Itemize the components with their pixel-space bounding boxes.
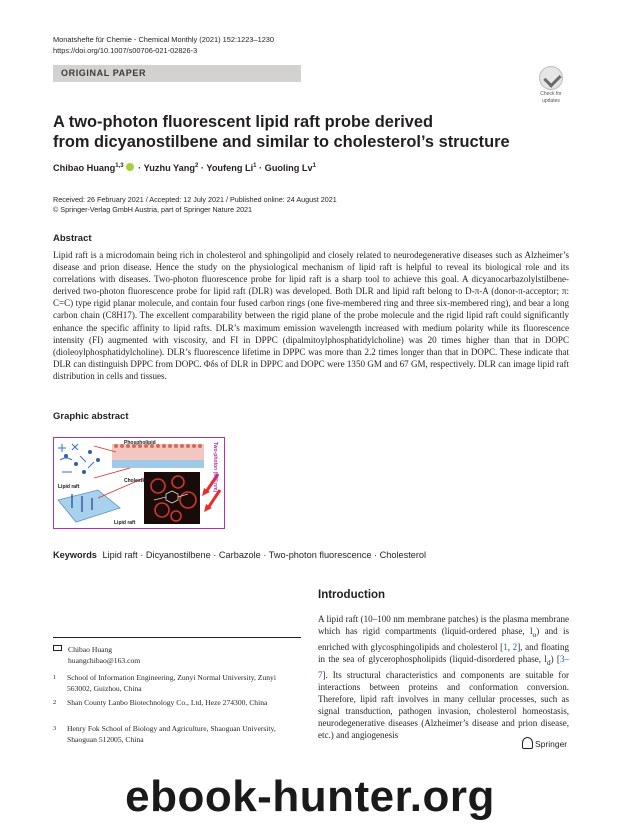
affiliation	[53, 724, 301, 745]
graphic-abstract-heading: Graphic abstract	[53, 411, 129, 422]
affiliation	[53, 698, 301, 710]
affiliation-number: 2	[53, 699, 57, 706]
intro-text: A lipid raft (10–100 nm membrane patches) is the plasma membrane which has rigid compartments (liquid-ordered phase, l	[318, 614, 569, 637]
graphic-abstract-figure	[54, 438, 223, 527]
author-separator: ·	[198, 163, 207, 174]
check-icon	[539, 66, 563, 90]
keywords-list: Lipid raft · Dicyanostilbene · Carbazole · Two-photon fluorescence · Cholesterol	[102, 550, 427, 560]
citation-link[interactable]: 2	[512, 641, 518, 652]
affiliation-text: Henry Fok School of Biology and Agriculture, Shaoguan University, Shaoguan 512005, China	[67, 724, 276, 744]
author-name[interactable]: Yuzhu Yang	[143, 163, 196, 174]
orcid-icon[interactable]	[126, 163, 134, 171]
watermark: ebook-hunter.org	[125, 772, 495, 821]
affiliation-number: 3	[53, 725, 57, 732]
journal-citation: Monatshefte für Chemie - Chemical Monthly (2021) 152:1223–1230	[53, 35, 275, 44]
intro-subscript: d	[546, 657, 551, 667]
intro-text: ) [	[550, 654, 560, 665]
corresponding-author: Chibao Huang	[68, 645, 113, 654]
introduction-body: A lipid raft (10–100 nm membrane patches) is the plasma membrane which has rigid compartments (liquid-ordered phase, $l_o$) and is enriched with glycosphingolipids and cholesterol [1, 2], and floating in the sea of glycerophospholipids (liquid-disordered phase, $l_d$) [3–7]. Its structural characteristics and components are suitable for interactions between proteins and conformation conversion. Therefore, lipid raft involves in many cellular processes, such as signal transduction, pathogen invasion, cholesterol homeostasis, neurodegenerative diseases (Alzheimer’s disease and prion disease, etc.) and angiogenesis	[318, 614, 569, 741]
footnote-divider	[53, 637, 301, 638]
author-affiliation-mark: 1	[312, 163, 316, 169]
abstract-body: Lipid raft is a microdomain being rich in cholesterol and sphingolipid and closely related to neurodegenerative diseases such as Alzheimer’s disease and prion disease. Hence the study on the physiological mechanism of lipid raft is helpful to reveal its biological role and its correlations with diseases. Two-photon fluorescence probe for lipid raft is a sharp tool to achieve this goal. A dicyanocarbazolylstilbene-derived two-photon fluorescence probe for lipid raft (DLR) was developed. Both DLR and lipid raft belong to D-π-A (donor-π-acceptor; π: C=C) type rigid planar molecule, and contain four fused carbon rings (one five-membered ring and three six-membered ring), and bear a long carbon chain (C8H17). The excellent comparability between the rigid plane of the probe molecule and the rigid lipid raft could significantly enhance the specific affinity to lipid rafts. DLR’s maximum emission wavelength increased with medium polarity while its fluorescence intensity (FI) augmented with viscosity, and FI in DPPC (dipalmitoylphosphatidylcholine) was 20 times higher than that in DOPC (dioleoylphosphatidylcholine). DLR’s fluorescence lifetime in DPPC was more than 2.2 times longer than that in DOPC. These indicate that DLR can distinguish DPPC from DOPC. Φδs of DLR in DPPC and DOPC were 1350 GM and 67 GM, respectively. DLR can image lipid raft distribution in cells and tissues.	[53, 250, 569, 381]
author-name[interactable]: Youfeng Li	[206, 163, 254, 174]
keywords-label: Keywords	[53, 550, 97, 560]
correspondence-block	[53, 645, 140, 666]
publication-dates	[53, 195, 337, 215]
doi-link[interactable]: https://doi.org/10.1007/s00706-021-02826-3	[53, 46, 198, 55]
article-type-banner	[53, 65, 301, 82]
phospholipid-label: Phospholipid	[124, 440, 156, 446]
abstract-heading: Abstract	[53, 233, 92, 244]
lipid-raft-label-bottom: Lipid raft	[114, 520, 136, 526]
keywords-line	[53, 550, 426, 560]
affiliation-text: School of Information Engineering, Zunyi Normal University, Zunyi 563002, Guizhou, China	[67, 673, 276, 693]
cholesterol-label: Cholesterol	[124, 478, 152, 484]
affiliation-text: Shan County Lanbo Biotechnology Co., Ltd, Heze 274300, China	[67, 698, 268, 707]
author-name[interactable]: Chibao Huang	[53, 163, 116, 174]
author-separator: ·	[135, 163, 144, 174]
citation-link[interactable]: 1	[503, 641, 508, 652]
envelope-icon	[53, 645, 62, 651]
intro-text: ], and floating in the sea of glycerophospholipids (liquid-disordered phase, l	[318, 641, 569, 665]
citation-link[interactable]: 3–7	[318, 654, 569, 680]
two-photon-side-label: Two-photon (880 nm)	[212, 442, 218, 493]
check-for-updates-badge[interactable]	[534, 66, 568, 104]
check-updates-line1: Check for	[540, 91, 562, 97]
corresponding-email[interactable]: huangchibao@163.com	[68, 655, 141, 665]
publisher-logo	[522, 737, 567, 749]
graphic-abstract-image	[53, 437, 225, 529]
check-updates-line2: updates	[542, 98, 560, 104]
introduction-heading: Introduction	[318, 589, 386, 601]
article-title	[53, 112, 533, 152]
author-affiliation-mark: 2	[195, 163, 199, 169]
springer-horse-icon	[522, 737, 533, 749]
author-list	[53, 163, 316, 173]
copyright-line: © Springer-Verlag GmbH Austria, part of Springer Nature 2021	[53, 205, 253, 214]
intro-text: ) and is enriched with glycosphingolipids and cholesterol [	[318, 626, 569, 652]
affiliation	[53, 673, 301, 694]
publisher-name: Springer	[535, 739, 568, 749]
affiliation-number: 1	[53, 674, 57, 681]
title-line-1: A two-photon fluorescent lipid raft probe derived	[53, 113, 434, 131]
author-affiliation-mark: 1,3	[115, 163, 124, 169]
journal-header	[53, 34, 274, 56]
lipid-raft-label-left: Lipid raft	[58, 484, 80, 490]
author-name[interactable]: Guoling Lv	[264, 163, 313, 174]
history-dates: Received: 26 February 2021 / Accepted: 12 July 2021 / Published online: 24 August 2021	[53, 195, 337, 204]
author-separator: ·	[256, 163, 265, 174]
intro-text: ]. Its structural characteristics and components are suitable for interactions between proteins and conformation conversion. Therefore, lipid raft involves in many cellular processes, such as signal transduction, pathogen invasion, cholesterol homeostasis, neurodegenerative diseases (Alzheimer’s disease and prion disease, etc.) and angiogenesis	[318, 669, 569, 741]
author-affiliation-mark: 1	[253, 163, 257, 169]
title-line-2: from dicyanostilbene and similar to cholesterol’s structure	[53, 133, 510, 151]
membrane-layer	[112, 460, 204, 468]
intro-subscript: o	[532, 629, 537, 639]
article-type-label: ORIGINAL PAPER	[61, 68, 147, 78]
